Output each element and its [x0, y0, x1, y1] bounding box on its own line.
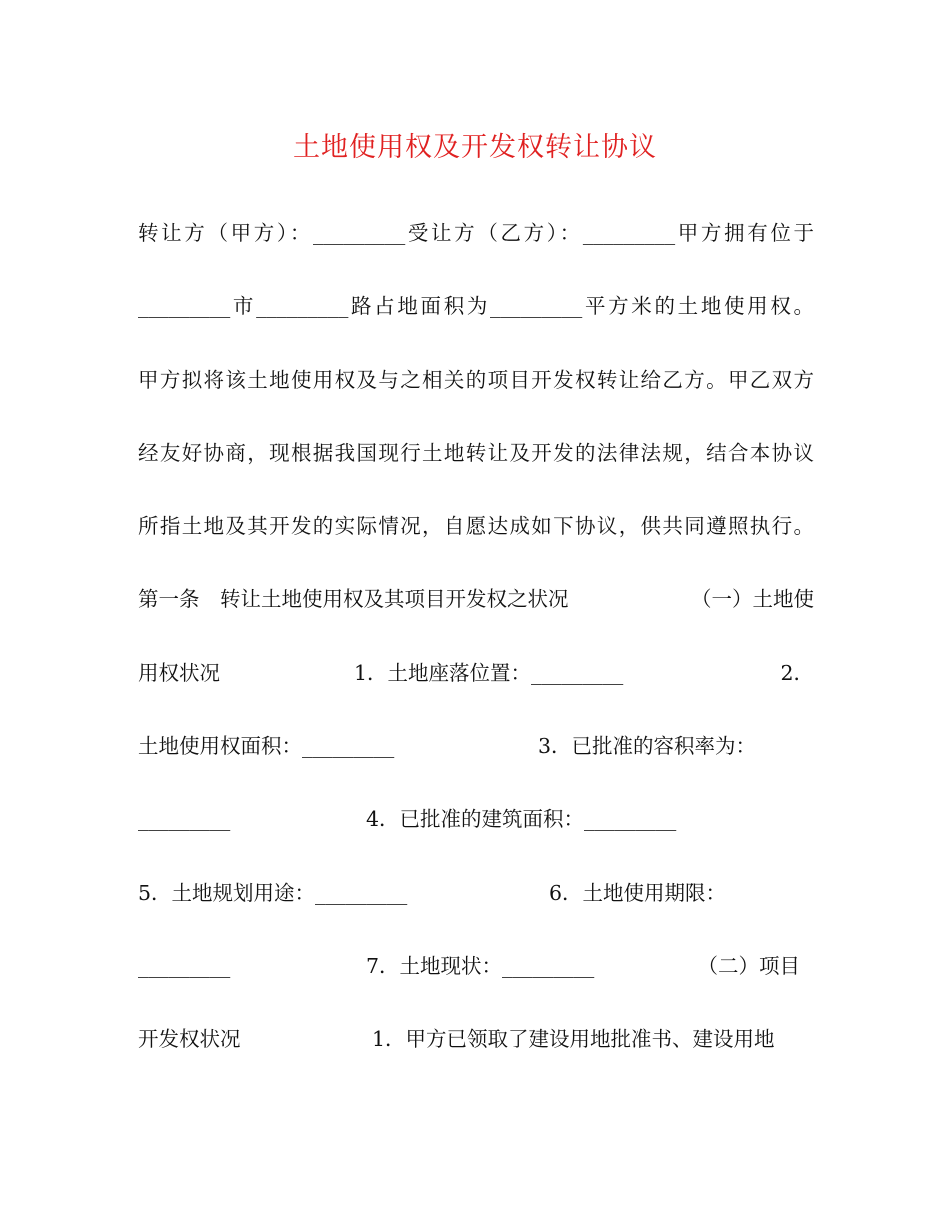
line-segment: 3．已批准的容积率为： [538, 734, 757, 759]
body-line: _________市_________路占地面积为_________平方米的土地使用权。 [138, 294, 814, 319]
document-title: 土地使用权及开发权转让协议 [293, 132, 657, 163]
line-segment: 土地使用权面积：_________ [138, 734, 395, 759]
line-segment: _________ [138, 953, 231, 978]
article-line [138, 873, 814, 946]
article-line [138, 726, 814, 799]
line-segment: 4．已批准的建筑面积：_________ [366, 807, 677, 832]
line-segment: _________ [138, 807, 231, 832]
line-segment: 开发权状况 [138, 1027, 241, 1052]
document-body [138, 213, 814, 1093]
body-line: 所指土地及其开发的实际情况，自愿达成如下协议，供共同遵照执行。 [138, 514, 814, 539]
line-segment: 1．甲方已领取了建设用地批准书、建设用地 [372, 1027, 775, 1052]
section-heading: （一）土地使 [691, 587, 814, 612]
body-line: 甲方拟将该土地使用权及与之相关的项目开发权转让给乙方。甲乙双方 [138, 367, 814, 392]
body-line: 经友好协商，现根据我国现行土地转让及开发的法律法规，结合本协议 [138, 440, 814, 465]
line-segment: 2． [780, 660, 814, 685]
line-segment: 6．土地使用期限： [549, 880, 727, 905]
line-segment: 5．土地规划用途：_________ [138, 880, 408, 905]
section-heading: （二）项目 [697, 953, 800, 978]
article-line [138, 653, 814, 726]
line-segment: 1．土地座落位置：_________ [354, 660, 624, 685]
line-segment: 7．土地现状：_________ [366, 953, 595, 978]
article-line [138, 1019, 814, 1092]
article-line [138, 799, 814, 872]
article-heading: 第一条 转让土地使用权及其项目开发权之状况 [138, 587, 569, 612]
article-line [138, 946, 814, 1019]
body-line: 转让方（甲方）：_________受让方（乙方）：_________甲方拥有位于 [138, 221, 814, 245]
article-line [138, 579, 814, 652]
line-segment: 用权状况 [138, 660, 220, 685]
